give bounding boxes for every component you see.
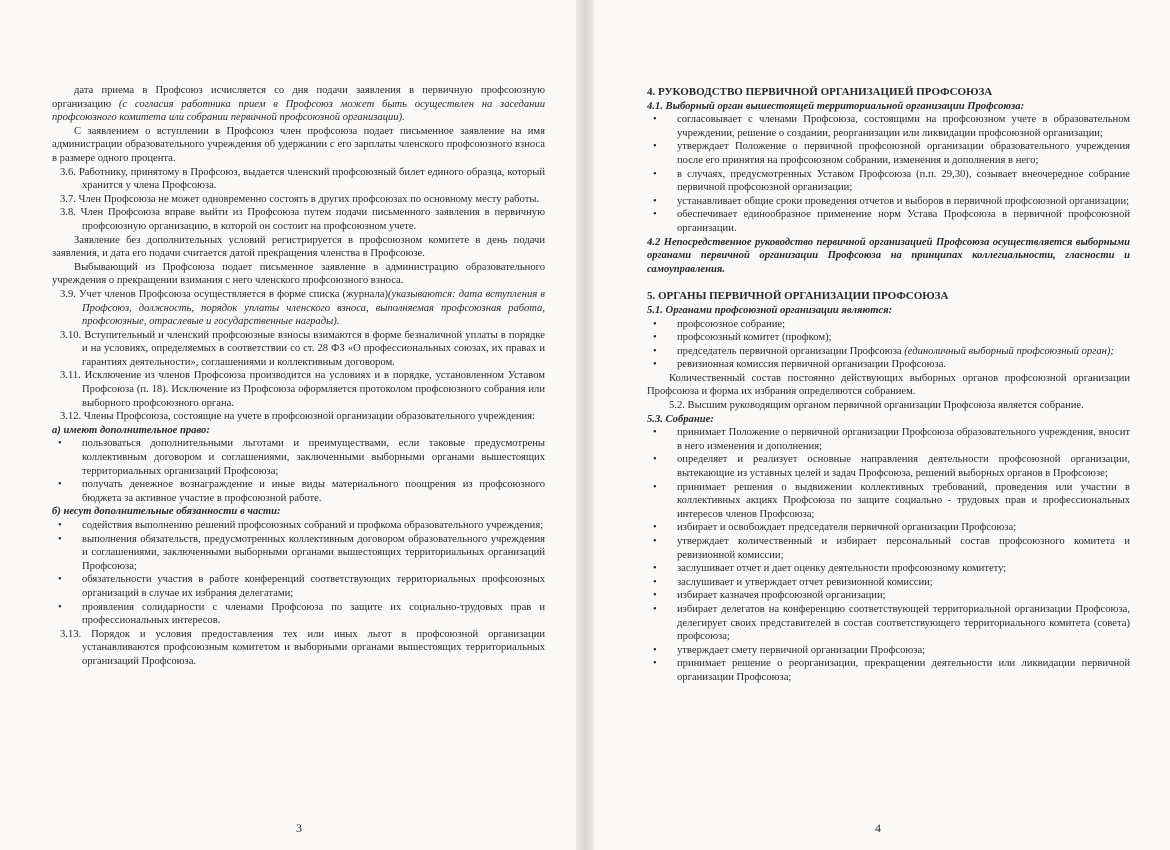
clause-5-2: 5.2. Высшим руководящим органом первичной организации Профсоюза является собрание. [669, 400, 1084, 412]
list-item: • избирает и освобождает председателя первичной организации Профсоюза; [653, 522, 1017, 534]
list-item: • принимает Положение о первичной организации Профсоюза образовательного учреждения, вносит в него изменения и дополнения; [653, 427, 1130, 452]
clause-3-7: 3.7. Член Профсоюза не может одновременно состоять в других профсоюзах по основному месту работы. [60, 193, 540, 205]
subheading-4-1: 4.1. Выборный орган вышестоящей территориальной организации Профсоюза: [647, 100, 1025, 112]
list-additional-duties [52, 519, 545, 628]
clause-3-8-registration: Заявление без дополнительных условий регистрируется в профсоюзном комитете в день подачи заявления, и дата его подачи считается датой прекращения членства в Профсоюзе. [52, 234, 545, 260]
list-item: • ревизионная комиссия первичной организации Профсоюза. [653, 359, 947, 371]
subheading-additional-duties: б) несут дополнительные обязанности в части: [52, 506, 281, 518]
list-item: • председатель первичной организации Профсоюза (единоличный выборный профсоюзный орган); [653, 345, 1114, 357]
list-item: • обязательности участия в работе конференций соответствующих территориальных профсоюзных организаций в случае их избрания делегатами; [58, 574, 545, 599]
section-heading-4: 4. РУКОВОДСТВО ПЕРВИЧНОЙ ОРГАНИЗАЦИЕЙ ПРОФСОЮЗА [647, 86, 993, 98]
list-item: • заслушивает отчет и дает оценку деятельности профсоюзному комитету; [653, 563, 1007, 575]
clause-3-9: 3.9. Учет членов Профсоюза осуществляется в форме списка (журнала)(указываются: дата вступления в Профсоюз, должность, порядок уплаты членского взноса, выполняемая профсоюзная работа, профсоюзные, отраслевые и государственные награды). [60, 288, 545, 328]
clause-3-11: 3.11. Исключение из членов Профсоюза производится на условиях и в порядке, установленном Уставом Профсоюза (п. 18). Исключение из Профсоюза оформляется протоколом профсоюзного собрания или выборного профсоюзного органа. [60, 370, 545, 409]
subheading-additional-rights: а) имеют дополнительное право: [52, 424, 210, 436]
list-item: • профсоюзный комитет (профком); [653, 332, 832, 344]
list-item: • принимает решения о выдвижении коллективных требований, проведения или участии в коллективных акциях Профсоюза по защите социально - трудовых прав и профессиональных интересов членов Профсоюза; [653, 481, 1130, 520]
paragraph-composition: Количественный состав постоянно действующих выборных органов профсоюзной организации Профсоюза и форма их избрания определяются собранием. [647, 372, 1130, 398]
list-5-1 [647, 318, 1130, 372]
clause-3-13: 3.13. Порядок и условия предоставления тех или иных льгот в профсоюзной организации устанавливаются профсоюзным комитетом и выборными органами вышестоящих территориальных организаций Профсоюза. [60, 628, 545, 667]
clause-3-8-withdrawal: Выбывающий из Профсоюза подает письменное заявление в администрацию образовательного учреждения о прекращении взимания с него членского профсоюзного взноса. [52, 261, 545, 287]
page-number: 4 [875, 821, 881, 835]
list-item: • определяет и реализует основные направления деятельности профсоюзной организации, вытекающие из уставных целей и задач Профсоюза, решений выборных органов в Профсоюзе; [653, 454, 1130, 480]
section-heading-5: 5. ОРГАНЫ ПЕРВИЧНОЙ ОРГАНИЗАЦИИ ПРОФСОЮЗА [647, 290, 949, 303]
list-item: • выполнения обязательств, предусмотренных коллективным договором образовательного учреждения и соглашениями, заключенными выборными органами вышестоящих территориальных организаций Профсоюза; [58, 533, 545, 572]
list-item: • в случаях, предусмотренных Уставом Профсоюза (п.п. 29,30), созывает внеочередное собрание первичной профсоюзной организации; [653, 168, 1130, 194]
list-item: • заслушивает и утверждает отчет ревизионной комиссии; [653, 576, 933, 588]
clause-3-8: 3.8. Член Профсоюза вправе выйти из Профсоюза путем подачи письменного заявления в первичную профсоюзную организацию, в которой он состоит на профсоюзном учете. [60, 207, 545, 232]
list-item: • утверждает Положение о первичной профсоюзной организации образовательного учреждения после его принятия на профсоюзном собрании, изменения и дополнения в него; [653, 141, 1130, 166]
subheading-5-1: 5.1. Органами профсоюзной организации являются: [647, 304, 893, 316]
list-item: • профсоюзное собрание; [653, 318, 786, 330]
list-item: • содействия выполнению решений профсоюзных собраний и профкома образовательного учреждения; [58, 520, 544, 531]
list-item: • утверждает количественный и избирает персональный состав профсоюзного комитета и ревизионной комиссии; [653, 536, 1130, 561]
list-item: • избирает казначея профсоюзной организации; [653, 590, 886, 602]
list-item: • принимает решение о реорганизации, прекращении деятельности или ликвидации первичной организации Профсоюза; [653, 658, 1130, 683]
subheading-5-3: 5.3. Собрание: [647, 413, 714, 425]
list-5-3 [647, 426, 1130, 684]
list-additional-rights [52, 437, 545, 505]
list-4-1 [647, 113, 1130, 235]
clause-3-10: 3.10. Вступительный и членский профсоюзные взносы взимаются в форме безналичной уплаты в порядке и на условиях, определяемых в соответствии со ст. 28 ФЗ «О профессиональных союзах, их правах и гарантиях деятельности», соглашениями и коллективным договором. [60, 329, 545, 368]
list-item: • согласовывает с членами Профсоюза, состоящими на профсоюзном учете в образовательном учреждении, решение о создании, реорганизации или ликвидации профсоюзной организации; [653, 114, 1130, 139]
page-number: 3 [296, 821, 302, 835]
list-item: • обеспечивает единообразное применение норм Устава Профсоюза в первичной профсоюзной организации. [653, 209, 1130, 234]
right-page [585, 0, 1170, 850]
paragraph-admission-date: дата приема в Профсоюз исчисляется со дня подачи заявления в первичную профсоюзную организацию (с согласия работника прием в Профсоюз может быть осуществлен на заседании профсоюзного комитета или собрании первичной профсоюзной организации). [52, 85, 545, 124]
list-item: • пользоваться дополнительными льготами и преимуществами, если таковые предусмотрены коллективным договором и соглашениями, заключенными выборными органами вышестоящих территориальных организаций Профсоюза; [58, 438, 545, 477]
list-item: • проявления солидарности с членами Профсоюза по защите их социально-трудовых прав и профессиональных интересов. [58, 601, 545, 627]
clause-3-6: 3.6. Работнику, принятому в Профсоюз, выдается членский профсоюзный билет единого образца, который хранится у члена Профсоюза. [60, 166, 545, 192]
list-item: • утверждает смету первичной организации Профсоюза; [653, 644, 926, 656]
clause-3-12: 3.12. Члены Профсоюза, состоящие на учете в профсоюзной организации образовательного учреждения: [60, 411, 535, 423]
list-item: • получать денежное вознаграждение и иные виды материального поощрения из профсоюзного бюджета за активное участие в профсоюзной работе. [58, 479, 545, 504]
paragraph-application: С заявлением о вступлении в Профсоюз член профсоюза подает письменное заявление на имя администрации образовательного учреждения об удержании с его зарплаты членского профсоюзного взноса в размере одного процента. [52, 125, 545, 164]
list-item: • избирает делегатов на конференцию соответствующей территориальной организации Профсоюза, делегирует своих представителей в состав соответствующего территориального комитета (совета) профсоюза; [653, 603, 1130, 643]
list-item: • устанавливает общие сроки проведения отчетов и выборов в первичной профсоюзной организации; [653, 195, 1130, 207]
binding-gutter [576, 0, 594, 850]
clause-4-2: 4.2 Непосредственное руководство первичной организацией Профсоюза осуществляется выборными органами первичной организации Профсоюза на принципах коллегиальности, гласности и самоуправления. [647, 236, 1130, 275]
